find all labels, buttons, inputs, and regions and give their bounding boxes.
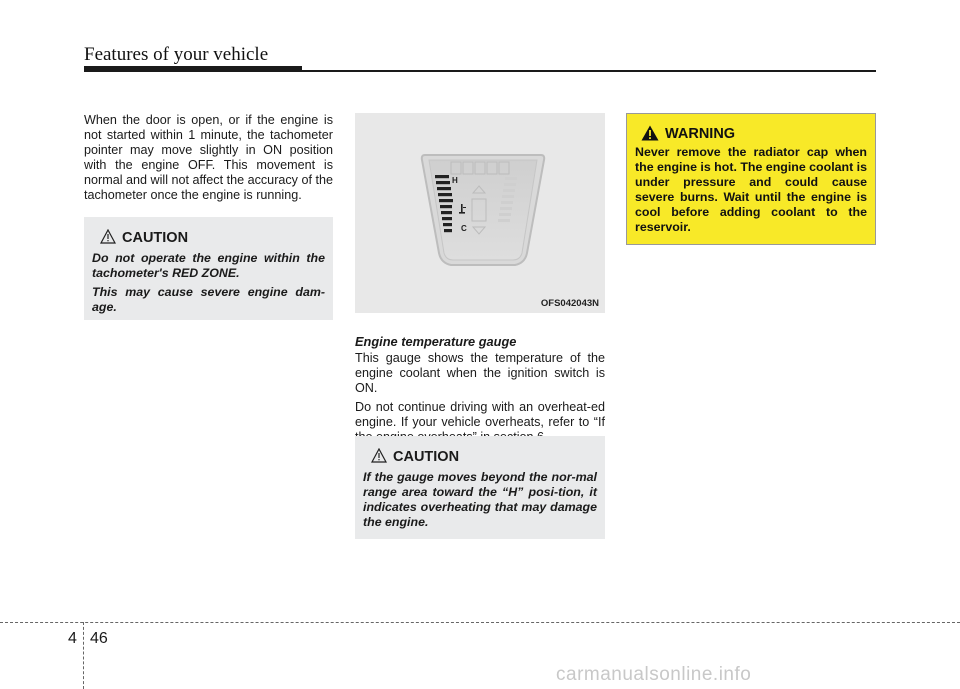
caution-title: CAUTION [393, 449, 460, 465]
warning-body: Never remove the radiator cap when the engine is hot. The engine coolant is under pressure and could cause severe burns. Wait until the engine is cool before adding coolant to the reservoir. [635, 145, 868, 234]
caution-line-1: Do not operate the engine within the tachometer's RED ZONE. [92, 251, 325, 280]
header-rule-thin [302, 70, 876, 72]
footer-vertical-divider [83, 622, 84, 689]
section-number: 4 [68, 630, 77, 647]
warning-header [641, 124, 735, 142]
instrument-cluster-graphic [355, 113, 605, 313]
footer-divider [0, 622, 960, 623]
caution-body: If the gauge moves beyond the nor-mal range area toward the “H” posi-tion, it indicates overheating that may damage the engine. [363, 470, 597, 529]
caution-header [371, 445, 459, 465]
caution-line-2: This may cause severe engine dam-age. [92, 285, 325, 314]
caution-triangle-icon [100, 229, 116, 244]
caution-box-overheating [355, 436, 605, 539]
section-subtitle: Engine temperature gauge [355, 334, 517, 349]
warning-triangle-icon [641, 125, 659, 141]
figure-code: OFS042043N [540, 298, 599, 309]
warning-box-radiator [626, 113, 876, 245]
caution-title: CAUTION [122, 230, 189, 246]
caution-box-tachometer [84, 217, 333, 320]
tachometer-note-paragraph: When the door is open, or if the engine is not started within 1 minute, the tachometer pointer may move slightly in ON position with the engine OFF. This movement is normal and will not affect the accuracy of the tachometer once the engine is running. [84, 113, 333, 202]
header-rule-thick [84, 66, 302, 72]
gauge-label-cold: C [461, 224, 467, 233]
warning-title: WARNING [665, 126, 736, 142]
caution-triangle-icon [371, 448, 387, 463]
page-number: 46 [90, 630, 108, 647]
watermark: carmanualsonline.info [556, 664, 752, 685]
gauge-label-hot: H [452, 176, 458, 185]
gauge-paragraph-2: Do not continue driving with an overheat-ed engine. If your vehicle overheats, refer to “If [355, 400, 605, 429]
caution-body [92, 251, 325, 319]
gauge-paragraph-1: This gauge shows the temperature of the engine coolant when the ignition switch is ON. [355, 351, 605, 395]
gauge-illustration [355, 113, 605, 313]
page-header-title: Features of your vehicle [84, 44, 269, 65]
temperature-gauge-section [355, 334, 605, 449]
caution-header [100, 226, 188, 246]
